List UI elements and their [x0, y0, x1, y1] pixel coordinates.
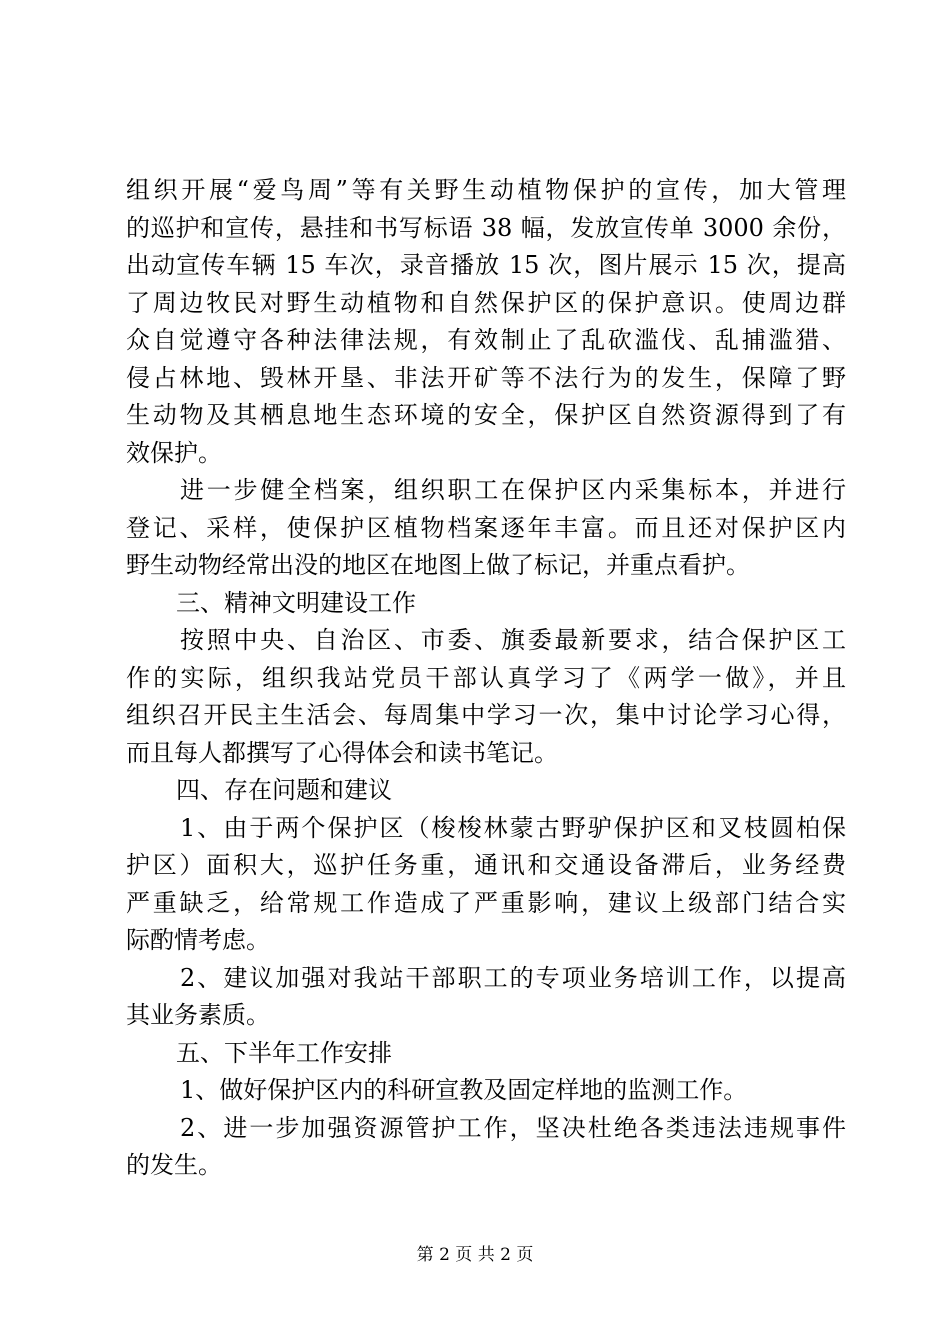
text-line: 效保护。: [126, 438, 222, 467]
paragraph-first-line: 按照中央、自治区、市委、旗委最新要求，结合保护区工: [180, 626, 846, 654]
page-number-footer: 第 2 页 共 2 页: [416, 1245, 534, 1265]
text-line: 野生动物经常出没的地区在地图上做了标记，并重点看护。: [126, 551, 750, 579]
text-line: 侵占林地、毁林开垦、非法开矿等不法行为的发生，保障了野: [126, 363, 846, 392]
text-line: 其业务素质。: [126, 1001, 270, 1029]
text-line: 作的实际，组织我站党员干部认真学习了《两学一做》，并且: [126, 663, 846, 692]
list-item-first-line: 2、建议加强对我站干部职工的专项业务培训工作，以提高: [180, 963, 846, 992]
text-line: 际酌情考虑。: [126, 926, 270, 954]
text-line: 的发生。: [126, 1151, 222, 1179]
text-line: 的巡护和宣传，悬挂和书写标语 38 幅，发放宣传单 3000 余份，: [126, 213, 846, 242]
text-line: 严重缺乏，给常规工作造成了严重影响，建议上级部门结合实: [126, 888, 846, 917]
list-item-first-line: 2、进一步加强资源管护工作，坚决杜绝各类违法违规事件: [180, 1113, 846, 1142]
text-line: 而且每人都撰写了心得体会和读书笔记。: [126, 738, 558, 767]
text-line: 组织开展“爱鸟周”等有关野生动植物保护的宣传，加大管理: [126, 176, 846, 204]
section-heading: 三、精神文明建设工作: [176, 588, 416, 617]
list-item-first-line: 1、做好保护区内的科研宣教及固定样地的监测工作。: [180, 1076, 748, 1104]
text-line: 组织召开民主生活会、每周集中学习一次，集中讨论学习心得，: [126, 701, 846, 729]
section-heading: 四、存在问题和建议: [176, 776, 392, 804]
text-line: 众自觉遵守各种法律法规，有效制止了乱砍滥伐、乱捕滥猎、: [126, 326, 846, 354]
document-body: [126, 172, 846, 1185]
text-line: 了周边牧民对野生动植物和自然保护区的保护意识。使周边群: [126, 288, 846, 317]
section-heading: 五、下半年工作安排: [176, 1038, 392, 1067]
text-line: 出动宣传车辆 15 车次，录音播放 15 次，图片展示 15 次，提高: [126, 251, 846, 279]
list-item-first-line: 1、由于两个保护区（梭梭林蒙古野驴保护区和叉枝圆柏保: [180, 813, 846, 842]
text-line: 登记、采样，使保护区植物档案逐年丰富。而且还对保护区内: [126, 513, 846, 542]
text-line: 护区）面积大，巡护任务重，通讯和交通设备滞后，业务经费: [126, 851, 846, 879]
text-line: 生动物及其栖息地生态环境的安全，保护区自然资源得到了有: [126, 401, 846, 429]
paragraph-first-line: 进一步健全档案，组织职工在保护区内采集标本，并进行: [180, 476, 846, 504]
